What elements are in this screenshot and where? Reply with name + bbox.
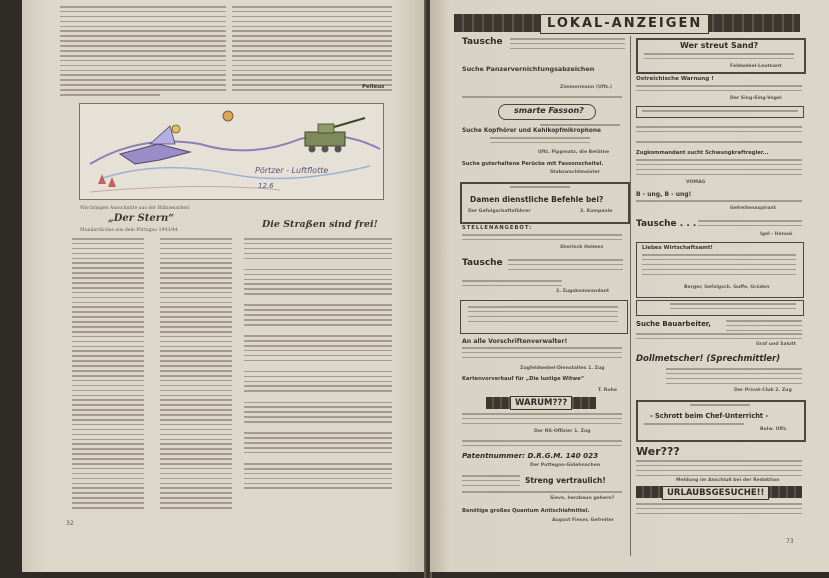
ad-tausche-2: Tausche . . . bbox=[636, 219, 697, 229]
ad-tausche-3: Tausche bbox=[462, 258, 503, 268]
ad-schrott: - Schrott beim Chef-Unterricht - bbox=[650, 412, 769, 420]
pilot-figure bbox=[172, 125, 180, 133]
ad-kompanie: 3. Kompanie bbox=[580, 209, 613, 214]
ad-anzeige-text bbox=[642, 110, 798, 115]
ad-liebes-wirtschaftsamt: Liebes Wirtschaftsamt! bbox=[642, 245, 713, 251]
ad-damen-intro bbox=[510, 186, 570, 191]
ad-damen: Damen dienstliche Befehle bei? bbox=[470, 195, 604, 204]
left-top-text-col2 bbox=[232, 6, 392, 94]
ad-urlaubsgesuche: URLAUBSGESUCHE!! bbox=[662, 486, 769, 500]
ad-wer: Wer??? bbox=[636, 445, 680, 458]
ad-benoetige: Benötige großes Quantum Antischlafmittel. bbox=[462, 508, 590, 514]
ad-b-ung-text bbox=[636, 200, 802, 205]
ad-dollmetscher-text bbox=[666, 368, 802, 388]
header-title: LOKAL-ANZEIGEN bbox=[540, 14, 709, 34]
ad-b-ung: B - ung, B - ung! bbox=[636, 191, 692, 198]
ad-patent-intro bbox=[462, 440, 622, 450]
ad-gesucht-text bbox=[670, 303, 796, 313]
left-page bbox=[22, 0, 426, 572]
poem1-title: „Der Stern“ bbox=[108, 213, 175, 224]
poem1-subtitle: Mundartliches aus dem Pörtzgau 1943/44 bbox=[80, 228, 178, 233]
ad-smarte-fasson: smarte Fasson? bbox=[514, 106, 584, 115]
right-page bbox=[430, 0, 829, 572]
ad-gefolgschaftsfuehrer: Der Gefolgschaftsführer bbox=[468, 209, 531, 214]
illustration-number: 12.6 bbox=[258, 182, 274, 190]
ad-zugfeldwebel: Zugfeldwebel-Dienstaltes 1. Zug bbox=[520, 366, 605, 371]
left-page-number: 32 bbox=[66, 520, 74, 527]
ad-offizier: Der NS-Offizier 1. Zug bbox=[534, 429, 591, 434]
ad-warum: WARUM??? bbox=[510, 396, 572, 410]
ad-feldwebel: Feldwebel-Leutnant bbox=[730, 64, 782, 69]
ad-wer-text bbox=[636, 460, 802, 480]
ad-meldung: Meldung im Anschluß bei der Redaktion bbox=[676, 478, 780, 483]
ad-tausche-1: Tausche bbox=[462, 37, 503, 47]
ad-sachschaden-text bbox=[468, 306, 618, 326]
ad-bulw: Bulw. Uffz. bbox=[760, 427, 788, 432]
ad-stellenangebot: STELLENANGEBOT: bbox=[462, 225, 533, 231]
ad-sportgerät-text bbox=[636, 126, 802, 136]
ad-zugkommandant: Zugkommandant sucht Schwungkraftregler... bbox=[636, 150, 769, 156]
ad-sing-vogel: Der Sing-Sing-Vogel bbox=[730, 96, 782, 101]
ad-schrott-intro bbox=[690, 404, 750, 409]
left-top-text-col1 bbox=[60, 6, 226, 99]
ad-sieve: Sieve, herzbeun gehern? bbox=[550, 496, 615, 501]
ad-sherlock: Sherlock Holmes bbox=[560, 245, 604, 250]
ad-suche-kopfhoerer: Suche Kopfhörer und Kehlkopfmikrophone bbox=[462, 128, 601, 134]
ad-suche-peruecke: Suche guterhaltene Perücke mit Fassonscheitel. bbox=[462, 161, 604, 167]
ad-zugkommando2: 2. Zugskommandant bbox=[556, 289, 610, 294]
cartoon-drawing bbox=[80, 104, 383, 199]
ad-igel-hanosi: Igel - Hanosi bbox=[760, 232, 793, 237]
ad-schrott-text bbox=[644, 423, 744, 428]
ad-fasson-intro bbox=[462, 96, 622, 101]
ad-patentnummer: Patentnummer: D.R.G.M. 140 023 bbox=[462, 451, 599, 460]
ad-urlaubsgesuche-text bbox=[636, 503, 802, 518]
ad-kartenvorverkauf: Kartenvorverkauf für „Die lustige Witwe“ bbox=[462, 376, 585, 382]
ad-kopfhoerer-text bbox=[490, 137, 590, 147]
ad-zimmermann: Zimmermann (Uffz.) bbox=[560, 85, 612, 90]
ad-stellen-text bbox=[462, 234, 622, 244]
ad-graf: Graf und Salutt bbox=[756, 342, 796, 347]
ad-august: August Fieser, Gefreiter bbox=[552, 518, 614, 523]
section-intro: Wie bringen Ausschnitte aus der Bühnenarbeit bbox=[80, 206, 190, 211]
ad-dollmetscher: Dollmetscher! (Sprechmittler) bbox=[636, 354, 781, 364]
poem2-title: Die Straßen sind frei! bbox=[262, 219, 378, 230]
ad-pippmatz: Uffz. Pippmatz, die Betätne bbox=[538, 150, 610, 155]
ad-vorschriften: An alle Vorschriftenverwalter! bbox=[462, 338, 568, 345]
ad-gefreitenanspirant: Gefreitenaspirant bbox=[730, 206, 776, 211]
illustration-caption: Pörtzer - Luftflotte bbox=[255, 166, 329, 175]
ad-berger: Berger, Gefolgsch. Guffe, Gröden bbox=[684, 285, 770, 290]
cartoon-illustration bbox=[79, 103, 384, 200]
poem1-col-a bbox=[72, 238, 144, 512]
closing-signature: Pelleus bbox=[362, 84, 385, 90]
ad-wirtschaftsamt-text bbox=[642, 254, 796, 278]
ad-zugkommandant-text bbox=[636, 159, 802, 179]
ad-wer-streut-text bbox=[644, 53, 794, 63]
ad-tausche-2-text bbox=[698, 220, 802, 230]
ad-achtung-text bbox=[636, 85, 802, 95]
ad-streng: Streng vertraulich! bbox=[525, 476, 606, 485]
ad-tausche-1-text bbox=[510, 38, 625, 53]
ad-pollegon: Der Pottegon-Gidehnachen bbox=[530, 463, 601, 468]
ad-tausche-3-more bbox=[462, 280, 562, 290]
ad-privat-club: Der Privat-Club 2. Zug bbox=[734, 388, 792, 393]
ad-suche-panzer: Suche Panzervernichtungsabzeichen bbox=[462, 65, 595, 73]
ad-vorschriften-text bbox=[462, 347, 622, 362]
poem2-text bbox=[244, 238, 392, 492]
column-divider bbox=[630, 36, 631, 556]
ad-wer-streut-sand: Wer streut Sand? bbox=[680, 41, 759, 50]
ad-warum-text bbox=[462, 413, 622, 428]
ad-tausche-3-text bbox=[508, 259, 623, 274]
ad-vomag: VOMAG bbox=[686, 180, 706, 185]
ad-suche-bauarbeiter: Suche Bauarbeiter, bbox=[636, 320, 711, 328]
ad-streng-left bbox=[462, 475, 520, 490]
ad-vokal-text bbox=[636, 141, 802, 146]
ad-t-ruhe: T. Ruhe bbox=[598, 388, 617, 393]
tank-shape bbox=[305, 132, 345, 146]
ad-achtung: Ostreichische Warnung ! bbox=[636, 76, 714, 82]
poem1-col-b bbox=[160, 238, 232, 512]
right-page-number: 73 bbox=[786, 538, 794, 545]
ad-stabswacht: Stabswachtmeister bbox=[550, 170, 600, 175]
